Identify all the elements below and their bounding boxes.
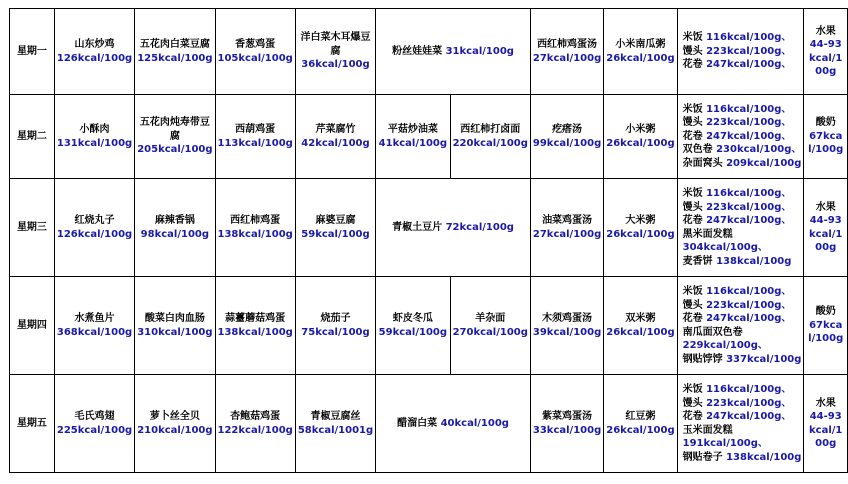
dish-name: 西红柿鸡蛋 xyxy=(230,215,281,226)
day-label: 星期四 xyxy=(10,277,55,375)
dish-kcal: 126kcal/100g xyxy=(56,52,133,64)
staple-name: 南瓜面双色卷 xyxy=(682,326,743,338)
dish-name: 水果 xyxy=(815,201,836,213)
staple-name: 黑米面发糕 xyxy=(682,228,733,240)
dish-kcal: 125kcal/100g xyxy=(137,52,213,64)
dish-kcal: 26kcal/100g xyxy=(606,137,675,149)
staple-cell xyxy=(677,179,804,277)
last-cell xyxy=(804,277,848,375)
staple-kcal: 116kcal/100g、 xyxy=(706,286,792,297)
dish-kcal: 26kcal/100g xyxy=(606,326,675,338)
staple-line xyxy=(683,255,802,269)
dish-cell xyxy=(54,95,134,179)
dish-name: 蒜薹蘑菇鸡蛋 xyxy=(225,313,286,324)
staple-line xyxy=(683,31,802,45)
dish-kcal: 220kcal/100g xyxy=(452,137,528,149)
staple-kcal: 304kcal/100g、 xyxy=(682,242,768,253)
dish-name: 双米粥 xyxy=(625,313,656,324)
dish-name: 水果 xyxy=(815,25,836,37)
staple-line xyxy=(683,228,802,242)
dish-name: 虾皮冬瓜 xyxy=(392,313,433,324)
dish-name: 毛氏鸡翅 xyxy=(74,411,115,422)
day-label: 星期五 xyxy=(10,375,55,473)
dish-name: 木须鸡蛋汤 xyxy=(542,313,593,324)
staple-kcal: 230kcal/100g、 xyxy=(716,144,802,156)
staple-kcal: 247kcal/100g、 xyxy=(706,215,792,226)
soup-cell xyxy=(530,375,603,473)
soup-cell xyxy=(530,179,603,277)
dish-cell xyxy=(135,95,215,179)
dish-kcal: 33kcal/100g xyxy=(532,424,602,436)
staple-name: 米饭 xyxy=(682,286,703,297)
dish-name: 油菜鸡蛋汤 xyxy=(542,215,593,226)
staple-name: 花卷 xyxy=(682,411,703,422)
staple-line xyxy=(683,130,802,144)
dish-cell xyxy=(295,95,375,179)
dish-kcal: 44-93kcal/100g xyxy=(809,411,843,449)
dish-name: 五花肉白菜豆腐 xyxy=(139,39,210,50)
staple-name: 钢贴卷子 xyxy=(682,451,723,463)
staple-line xyxy=(683,214,802,228)
staple-name: 花卷 xyxy=(682,215,703,226)
dish-name: 平菇炒油菜 xyxy=(387,124,438,135)
staple-kcal: 229kcal/100g、 xyxy=(682,340,768,351)
dish-name: 杏鲍菇鸡蛋 xyxy=(230,411,281,422)
staple-name: 馒头 xyxy=(682,397,703,409)
dish-kcal: 42kcal/100g xyxy=(301,137,370,149)
last-cell xyxy=(804,95,848,179)
dish-name: 粉丝娃娃菜 xyxy=(392,45,443,57)
dish-kcal: 75kcal/100g xyxy=(301,326,370,338)
staple-line xyxy=(683,187,802,201)
dish-name: 麻辣香锅 xyxy=(154,215,195,226)
staple-line xyxy=(683,45,802,59)
soup-cell xyxy=(530,9,603,95)
dish-kcal: 67kcal/100g xyxy=(808,130,844,156)
dish-name: 酸菜白肉血肠 xyxy=(144,313,205,324)
dish-kcal: 126kcal/100g xyxy=(56,228,133,240)
dish-name: 小酥肉 xyxy=(79,124,110,135)
dish-cell xyxy=(54,9,134,95)
day-label: 星期二 xyxy=(10,95,55,179)
day-row xyxy=(10,9,848,95)
staple-line xyxy=(683,339,802,353)
staple-kcal: 223kcal/100g、 xyxy=(706,45,792,57)
staple-name: 花卷 xyxy=(682,130,703,142)
staple-cell xyxy=(677,9,804,95)
day-row xyxy=(10,95,848,179)
staple-kcal: 223kcal/100g、 xyxy=(706,299,792,311)
staple-line xyxy=(683,383,802,397)
staple-kcal: 116kcal/100g、 xyxy=(706,103,792,115)
soup-cell xyxy=(604,95,677,179)
dish-kcal: 26kcal/100g xyxy=(606,424,675,436)
dish-kcal: 40kcal/100g xyxy=(440,417,509,429)
soup-cell xyxy=(530,277,603,375)
dish-cell xyxy=(450,277,530,375)
dish-kcal: 270kcal/100g xyxy=(452,326,528,338)
staple-kcal: 247kcal/100g、 xyxy=(706,411,792,422)
dish-cell-wide xyxy=(376,375,531,473)
dish-cell xyxy=(295,9,375,95)
dish-name: 西红柿鸡蛋汤 xyxy=(537,39,598,50)
dish-kcal: 225kcal/100g xyxy=(56,424,133,436)
dish-kcal: 138kcal/100g xyxy=(217,228,293,240)
day-row xyxy=(10,277,848,375)
dish-kcal: 58kcal/1001g xyxy=(297,424,374,436)
dish-cell xyxy=(295,277,375,375)
dish-name: 洋白菜木耳爆豆腐 xyxy=(300,32,371,57)
staple-kcal: 116kcal/100g、 xyxy=(706,188,792,199)
dish-cell xyxy=(376,95,450,179)
dish-kcal: 44-93kcal/100g xyxy=(809,215,843,253)
soup-cell xyxy=(604,277,677,375)
staple-line xyxy=(683,451,802,465)
staple-line xyxy=(683,157,802,171)
dish-cell xyxy=(295,179,375,277)
dish-name: 青椒豆腐丝 xyxy=(310,411,361,422)
dish-kcal: 59kcal/100g xyxy=(301,228,370,240)
staple-line xyxy=(683,143,802,157)
staple-name: 玉米面发糕 xyxy=(682,424,733,436)
day-row xyxy=(10,179,848,277)
weekly-menu-table xyxy=(9,8,848,473)
dish-kcal: 210kcal/100g xyxy=(137,424,213,436)
dish-name: 紫菜鸡蛋汤 xyxy=(542,411,593,422)
dish-cell xyxy=(215,95,295,179)
dish-cell xyxy=(54,375,134,473)
dish-kcal: 98kcal/100g xyxy=(140,228,210,240)
dish-cell xyxy=(54,277,134,375)
dish-cell xyxy=(215,9,295,95)
staple-name: 米饭 xyxy=(682,384,703,395)
last-cell xyxy=(804,375,848,473)
dish-kcal: 131kcal/100g xyxy=(56,137,133,149)
staple-kcal: 247kcal/100g、 xyxy=(706,59,792,71)
dish-name: 西红柿打卤面 xyxy=(460,124,521,135)
staple-name: 米饭 xyxy=(682,32,703,44)
soup-cell xyxy=(604,375,677,473)
dish-cell-wide xyxy=(376,179,531,277)
staple-name: 馒头 xyxy=(682,117,703,129)
dish-cell xyxy=(295,375,375,473)
dish-cell xyxy=(376,277,450,375)
last-cell xyxy=(804,9,848,95)
dish-cell xyxy=(215,277,295,375)
staple-kcal: 138kcal/100g xyxy=(716,255,792,267)
dish-name: 醋溜白菜 xyxy=(397,417,438,429)
staple-cell xyxy=(677,375,804,473)
dish-kcal: 27kcal/100g xyxy=(532,228,602,240)
dish-kcal: 26kcal/100g xyxy=(606,52,675,64)
staple-line xyxy=(683,299,802,313)
staple-name: 米饭 xyxy=(682,103,703,115)
staple-kcal: 116kcal/100g、 xyxy=(706,384,792,395)
soup-cell xyxy=(530,95,603,179)
staple-name: 花卷 xyxy=(682,313,703,324)
staple-name: 花卷 xyxy=(682,59,703,71)
dish-name: 小米粥 xyxy=(625,124,656,135)
dish-name: 香葱鸡蛋 xyxy=(235,39,276,50)
dish-kcal: 59kcal/100g xyxy=(378,326,448,338)
dish-name: 小米南瓜粥 xyxy=(615,39,666,50)
dish-cell xyxy=(135,375,215,473)
dish-kcal: 205kcal/100g xyxy=(137,144,213,156)
dish-name: 水煮鱼片 xyxy=(74,313,115,324)
staple-name: 麦香饼 xyxy=(682,255,713,267)
staple-line xyxy=(683,312,802,326)
staple-line xyxy=(683,103,802,117)
staple-line xyxy=(683,326,802,340)
dish-cell-wide xyxy=(376,9,531,95)
staple-cell xyxy=(677,277,804,375)
dish-name: 西葫鸡蛋 xyxy=(235,124,276,135)
dish-name: 萝卜丝全贝 xyxy=(149,411,200,422)
dish-kcal: 41kcal/100g xyxy=(378,137,448,149)
dish-name: 五花肉炖寿带豆腐 xyxy=(139,117,210,142)
staple-name: 馒头 xyxy=(682,201,703,213)
dish-cell xyxy=(135,9,215,95)
dish-cell xyxy=(450,95,530,179)
dish-name: 羊杂面 xyxy=(475,313,506,324)
dish-kcal: 31kcal/100g xyxy=(445,45,514,57)
staple-line xyxy=(683,353,802,367)
dish-kcal: 310kcal/100g xyxy=(137,326,213,338)
dish-kcal: 44-93kcal/100g xyxy=(809,39,843,77)
staple-name: 米饭 xyxy=(682,188,703,199)
dish-name: 红烧丸子 xyxy=(74,215,115,226)
staple-name: 馒头 xyxy=(682,45,703,57)
soup-cell xyxy=(604,9,677,95)
staple-kcal: 138kcal/100g xyxy=(726,451,802,463)
staple-line xyxy=(683,437,802,451)
dish-cell xyxy=(54,179,134,277)
soup-cell xyxy=(604,179,677,277)
staple-name: 杂面窝头 xyxy=(682,157,723,169)
dish-name: 芹菜腐竹 xyxy=(315,124,356,135)
dish-kcal: 27kcal/100g xyxy=(532,52,602,64)
staple-kcal: 337kcal/100g xyxy=(726,353,802,365)
dish-cell xyxy=(215,375,295,473)
last-cell xyxy=(804,179,848,277)
staple-kcal: 247kcal/100g、 xyxy=(706,130,792,142)
dish-cell xyxy=(215,179,295,277)
dish-name: 红豆粥 xyxy=(625,411,656,422)
dish-cell xyxy=(135,277,215,375)
staple-line xyxy=(683,58,802,72)
staple-kcal: 223kcal/100g、 xyxy=(706,397,792,409)
dish-name: 山东炒鸡 xyxy=(74,39,115,50)
dish-name: 青椒土豆片 xyxy=(392,221,443,233)
staple-kcal: 116kcal/100g、 xyxy=(706,32,792,44)
staple-line xyxy=(683,285,802,299)
dish-kcal: 99kcal/100g xyxy=(532,137,602,149)
staple-line xyxy=(683,241,802,255)
day-row xyxy=(10,375,848,473)
day-label: 星期三 xyxy=(10,179,55,277)
dish-kcal: 122kcal/100g xyxy=(217,424,293,436)
staple-kcal: 209kcal/100g xyxy=(726,157,802,169)
staple-line xyxy=(683,410,802,424)
dish-name: 水果 xyxy=(815,397,836,409)
day-label: 星期一 xyxy=(10,9,55,95)
dish-name: 酸奶 xyxy=(815,117,836,129)
staple-name: 馒头 xyxy=(682,299,703,311)
staple-kcal: 191kcal/100g、 xyxy=(682,438,768,449)
staple-line xyxy=(683,116,802,130)
dish-kcal: 67kcal/100g xyxy=(808,319,844,345)
staple-line xyxy=(683,201,802,215)
staple-name: 钢贴饽饽 xyxy=(682,353,723,365)
dish-kcal: 105kcal/100g xyxy=(217,52,293,64)
dish-name: 酸奶 xyxy=(815,306,836,318)
dish-kcal: 138kcal/100g xyxy=(217,326,293,338)
dish-kcal: 368kcal/100g xyxy=(56,326,133,338)
dish-name: 疙瘩汤 xyxy=(552,124,583,135)
dish-kcal: 36kcal/100g xyxy=(301,59,370,71)
dish-name: 麻婆豆腐 xyxy=(315,215,356,226)
staple-kcal: 223kcal/100g、 xyxy=(706,201,792,213)
staple-kcal: 247kcal/100g、 xyxy=(706,313,792,324)
staple-name: 双色卷 xyxy=(682,144,713,156)
staple-kcal: 223kcal/100g、 xyxy=(706,117,792,129)
staple-line xyxy=(683,424,802,438)
staple-cell xyxy=(677,95,804,179)
dish-kcal: 113kcal/100g xyxy=(217,137,293,149)
staple-line xyxy=(683,397,802,411)
dish-kcal: 26kcal/100g xyxy=(606,228,675,240)
dish-name: 烧茄子 xyxy=(320,313,351,324)
dish-cell xyxy=(135,179,215,277)
dish-kcal: 39kcal/100g xyxy=(532,326,602,338)
dish-name: 大米粥 xyxy=(625,215,656,226)
dish-kcal: 72kcal/100g xyxy=(445,221,514,233)
